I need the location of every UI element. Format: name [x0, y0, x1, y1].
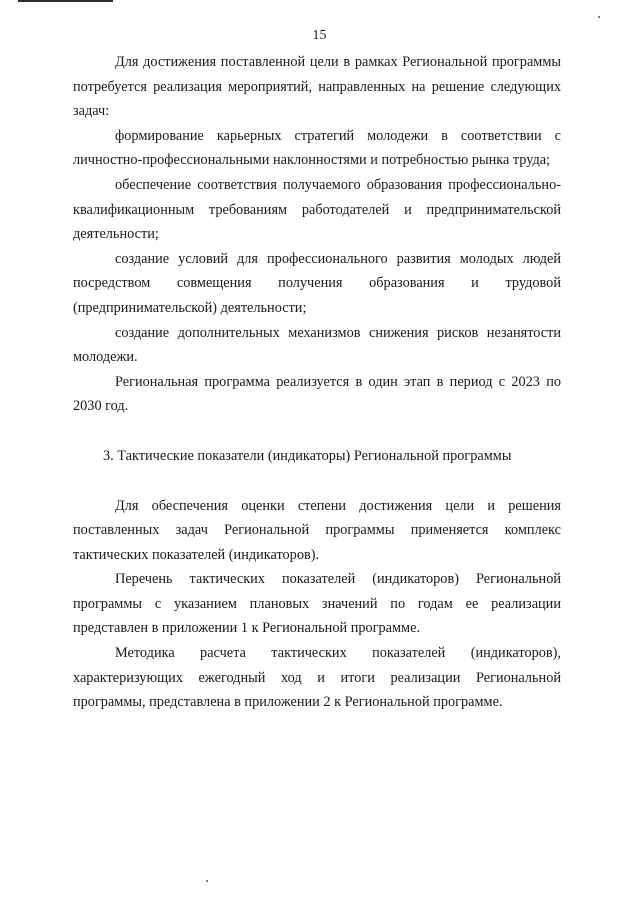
paragraph: создание дополнительных механизмов снижения рисков незанятости молодежи.	[73, 324, 561, 366]
section-heading: 3. Тактические показатели (индикаторы) Региональной программы	[103, 447, 512, 464]
paragraph: Перечень тактических показателей (индикаторов) Региональной программы с указанием плановых значений по годам ее реализации представлен в приложении 1 к Региональной программе.	[73, 571, 561, 637]
paragraph: Для достижения поставленной цели в рамках Региональной программы потребуется реализация мероприятий, направленных на решение следующих задач:	[73, 54, 561, 120]
scan-speck	[598, 16, 600, 18]
paragraph: Методика расчета тактических показателей (индикаторов), характеризующих ежегодный ход и итоги реализации Региональной программы, представлена в приложении 2 к Региональной программе.	[73, 645, 561, 711]
paragraph: обеспечение соответствия получаемого образования профессионально-квалификационным требованиям работодателей и предпринимательской деятельности;	[73, 176, 561, 243]
scan-speck	[206, 880, 208, 882]
paragraph: формирование карьерных стратегий молодежи в соответствии с личностно-профессиональными наклонностями и потребностью рынка труда;	[73, 127, 561, 169]
document-body	[73, 50, 561, 715]
scan-edge-mark	[18, 0, 113, 2]
page-number: 15	[312, 28, 327, 43]
paragraph: Для обеспечения оценки степени достижения цели и решения поставленных задач Региональной программы применяется комплекс тактических показателей (индикаторов).	[73, 497, 561, 563]
paragraph: Региональная программа реализуется в один этап в период с 2023 по 2030 год.	[73, 373, 561, 415]
paragraph: создание условий для профессионального развития молодых людей посредством совмещения получения образования и трудовой (предпринимательской) деятельности;	[73, 250, 561, 316]
